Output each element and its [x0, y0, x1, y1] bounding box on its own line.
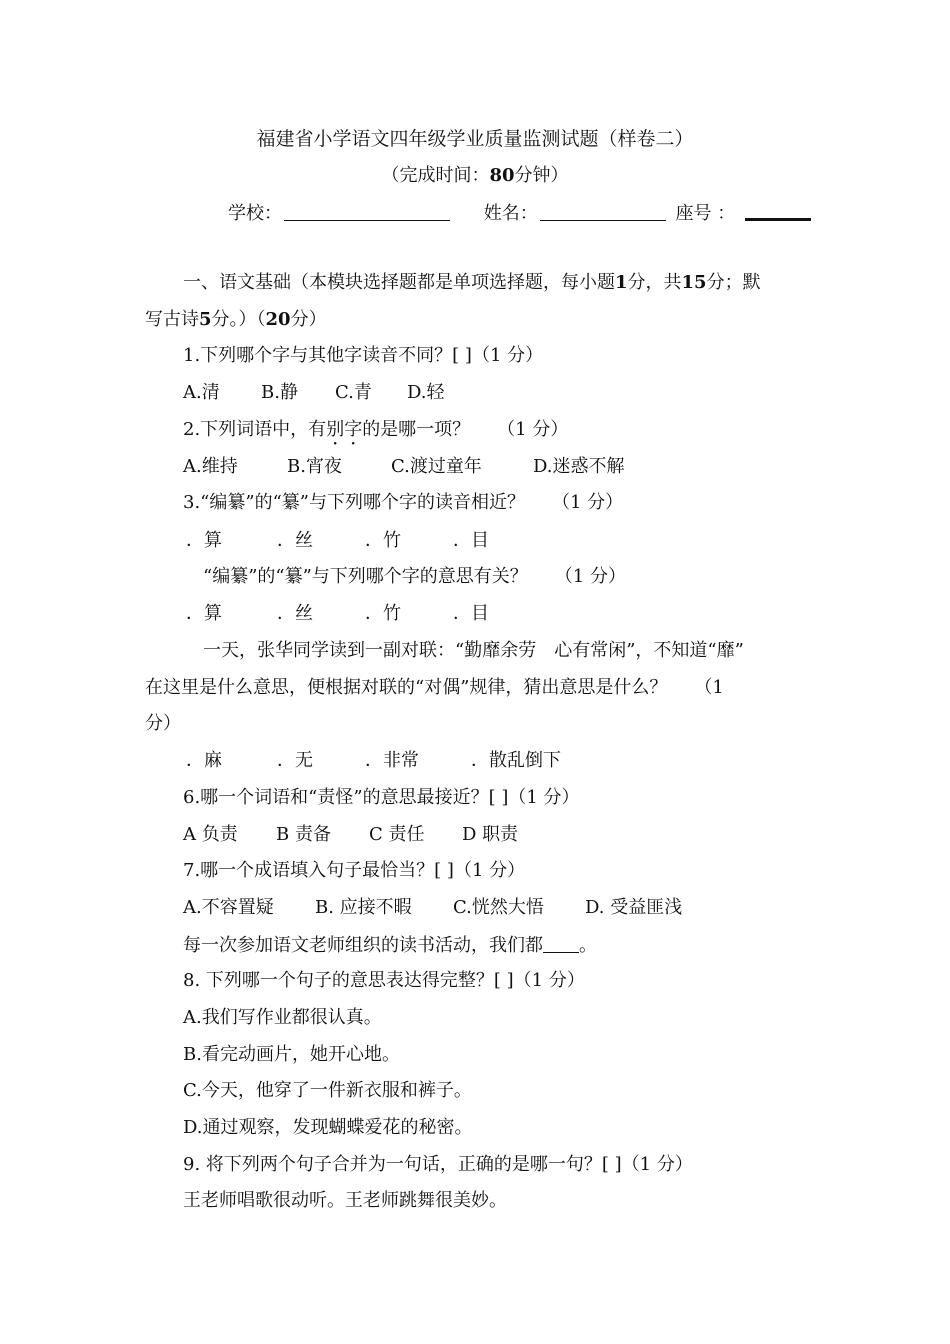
question-2-options: [183, 456, 625, 478]
q1-option-d[interactable]: D.轻: [407, 382, 445, 403]
seat-field[interactable]: [745, 198, 811, 221]
seat-label: 座号 ：: [675, 203, 736, 224]
q4-option-4[interactable]: ．目: [453, 603, 489, 624]
q7-option-b[interactable]: B. 应接不暇: [315, 897, 412, 918]
q7-option-a[interactable]: A.不容置疑: [183, 897, 274, 918]
time-limit: （完成时间：80分钟）: [381, 165, 569, 186]
school-label: 学校：: [228, 203, 282, 224]
q8-option-a[interactable]: A.我们写作业都很认真。: [183, 1007, 382, 1028]
question-9-stem: 9. 将下列两个句子合并为一句话，正确的是哪一句？[ ]（1 分）: [183, 1154, 693, 1175]
q2-option-d[interactable]: D.迷惑不解: [533, 456, 625, 477]
question-7-stem: 7.哪一个成语填入句子最恰当？[ ]（1 分）: [183, 860, 526, 881]
q7-option-c[interactable]: C.恍然大悟: [453, 897, 544, 918]
q6-option-a[interactable]: A 负责: [183, 824, 238, 845]
question-7-sentence: 每一次参加语文老师组织的读书活动，我们都 。: [183, 935, 597, 956]
question-4-options: [186, 603, 489, 625]
q3-option-4[interactable]: ．目: [453, 530, 489, 551]
q8-option-d[interactable]: D.通过观察，发现蝴蝶爱花的秘密。: [183, 1117, 473, 1138]
section1-heading-line1: 一、语文基础（本模块选择题都是单项选择题，每小题1分，共15分；默: [183, 272, 761, 293]
q8-option-b[interactable]: B.看完动画片，她开心地。: [183, 1044, 400, 1065]
q4-option-1[interactable]: ．算: [186, 603, 222, 624]
question-5-line2: 在这里是什么意思，便根据对联的“对偶”规律，猜出意思是什么？ （1: [145, 677, 724, 698]
question-2-stem: 2.下列词语中，有别字的是哪一项？ （1 分）: [183, 419, 569, 440]
q7-answer-blank[interactable]: [543, 934, 579, 953]
q6-option-c[interactable]: C 责任: [369, 824, 425, 845]
question-6-options: [183, 824, 518, 846]
q5-option-2[interactable]: ．无: [277, 750, 313, 771]
q2-option-b[interactable]: B.宵夜: [287, 456, 342, 477]
question-1-stem: 1.下列哪个字与其他字读音不同？[ ]（1 分）: [183, 345, 544, 366]
school-field[interactable]: [284, 200, 450, 221]
name-field[interactable]: [540, 200, 666, 221]
q3-option-2[interactable]: ．丝: [277, 530, 313, 551]
question-8-stem: 8. 下列哪一个句子的意思表达得完整？[ ]（1 分）: [183, 970, 585, 991]
question-6-stem: 6.哪一个词语和“责怪”的意思最接近？[ ]（1 分）: [183, 787, 580, 808]
question-3-options: [186, 530, 489, 552]
question-4-stem: “编纂”的“纂”与下列哪个字的意思有关？ （1 分）: [203, 566, 626, 587]
q6-option-b[interactable]: B 责备: [276, 824, 331, 845]
name-label: 姓名：: [483, 203, 538, 224]
q5-option-4[interactable]: ．散乱倒下: [471, 750, 561, 771]
question-3-stem: 3.“编纂”的“纂”与下列哪个字的读音相近？ （1 分）: [183, 492, 624, 513]
exam-title: 福建省小学语文四年级学业质量监测试题（样卷二）: [256, 128, 694, 150]
question-5-options: [186, 750, 561, 772]
q1-option-b[interactable]: B.静: [261, 382, 298, 403]
q3-option-1[interactable]: ．算: [186, 530, 222, 551]
q2-option-a[interactable]: A.维持: [183, 456, 238, 477]
q3-option-3[interactable]: ．竹: [365, 530, 401, 551]
q5-option-1[interactable]: ．麻: [186, 750, 222, 771]
q4-option-2[interactable]: ．丝: [277, 603, 313, 624]
q5-option-3[interactable]: ．非常: [365, 750, 419, 771]
question-1-options: [183, 382, 445, 404]
student-info-row: [228, 198, 811, 225]
question-5-line1: 一天，张华同学读到一副对联：“勤靡余劳 心有常闲”，不知道“靡”: [203, 640, 744, 661]
question-9-sentence: 王老师唱歌很动听。王老师跳舞很美妙。: [183, 1190, 507, 1211]
q1-option-c[interactable]: C.青: [335, 382, 372, 403]
question-5-line3: 分）: [145, 713, 181, 734]
q1-option-a[interactable]: A.清: [183, 382, 220, 403]
q4-option-3[interactable]: ．竹: [365, 603, 401, 624]
question-7-options: [183, 897, 682, 919]
q6-option-d[interactable]: D 职责: [462, 824, 519, 845]
section1-heading-line2: 写古诗5分。）（20分）: [145, 309, 327, 330]
q7-option-d[interactable]: D. 受益匪浅: [585, 897, 683, 918]
q2-option-c[interactable]: C.渡过童年: [391, 456, 482, 477]
q8-option-c[interactable]: C.今天，他穿了一件新衣服和裤子。: [183, 1080, 472, 1101]
